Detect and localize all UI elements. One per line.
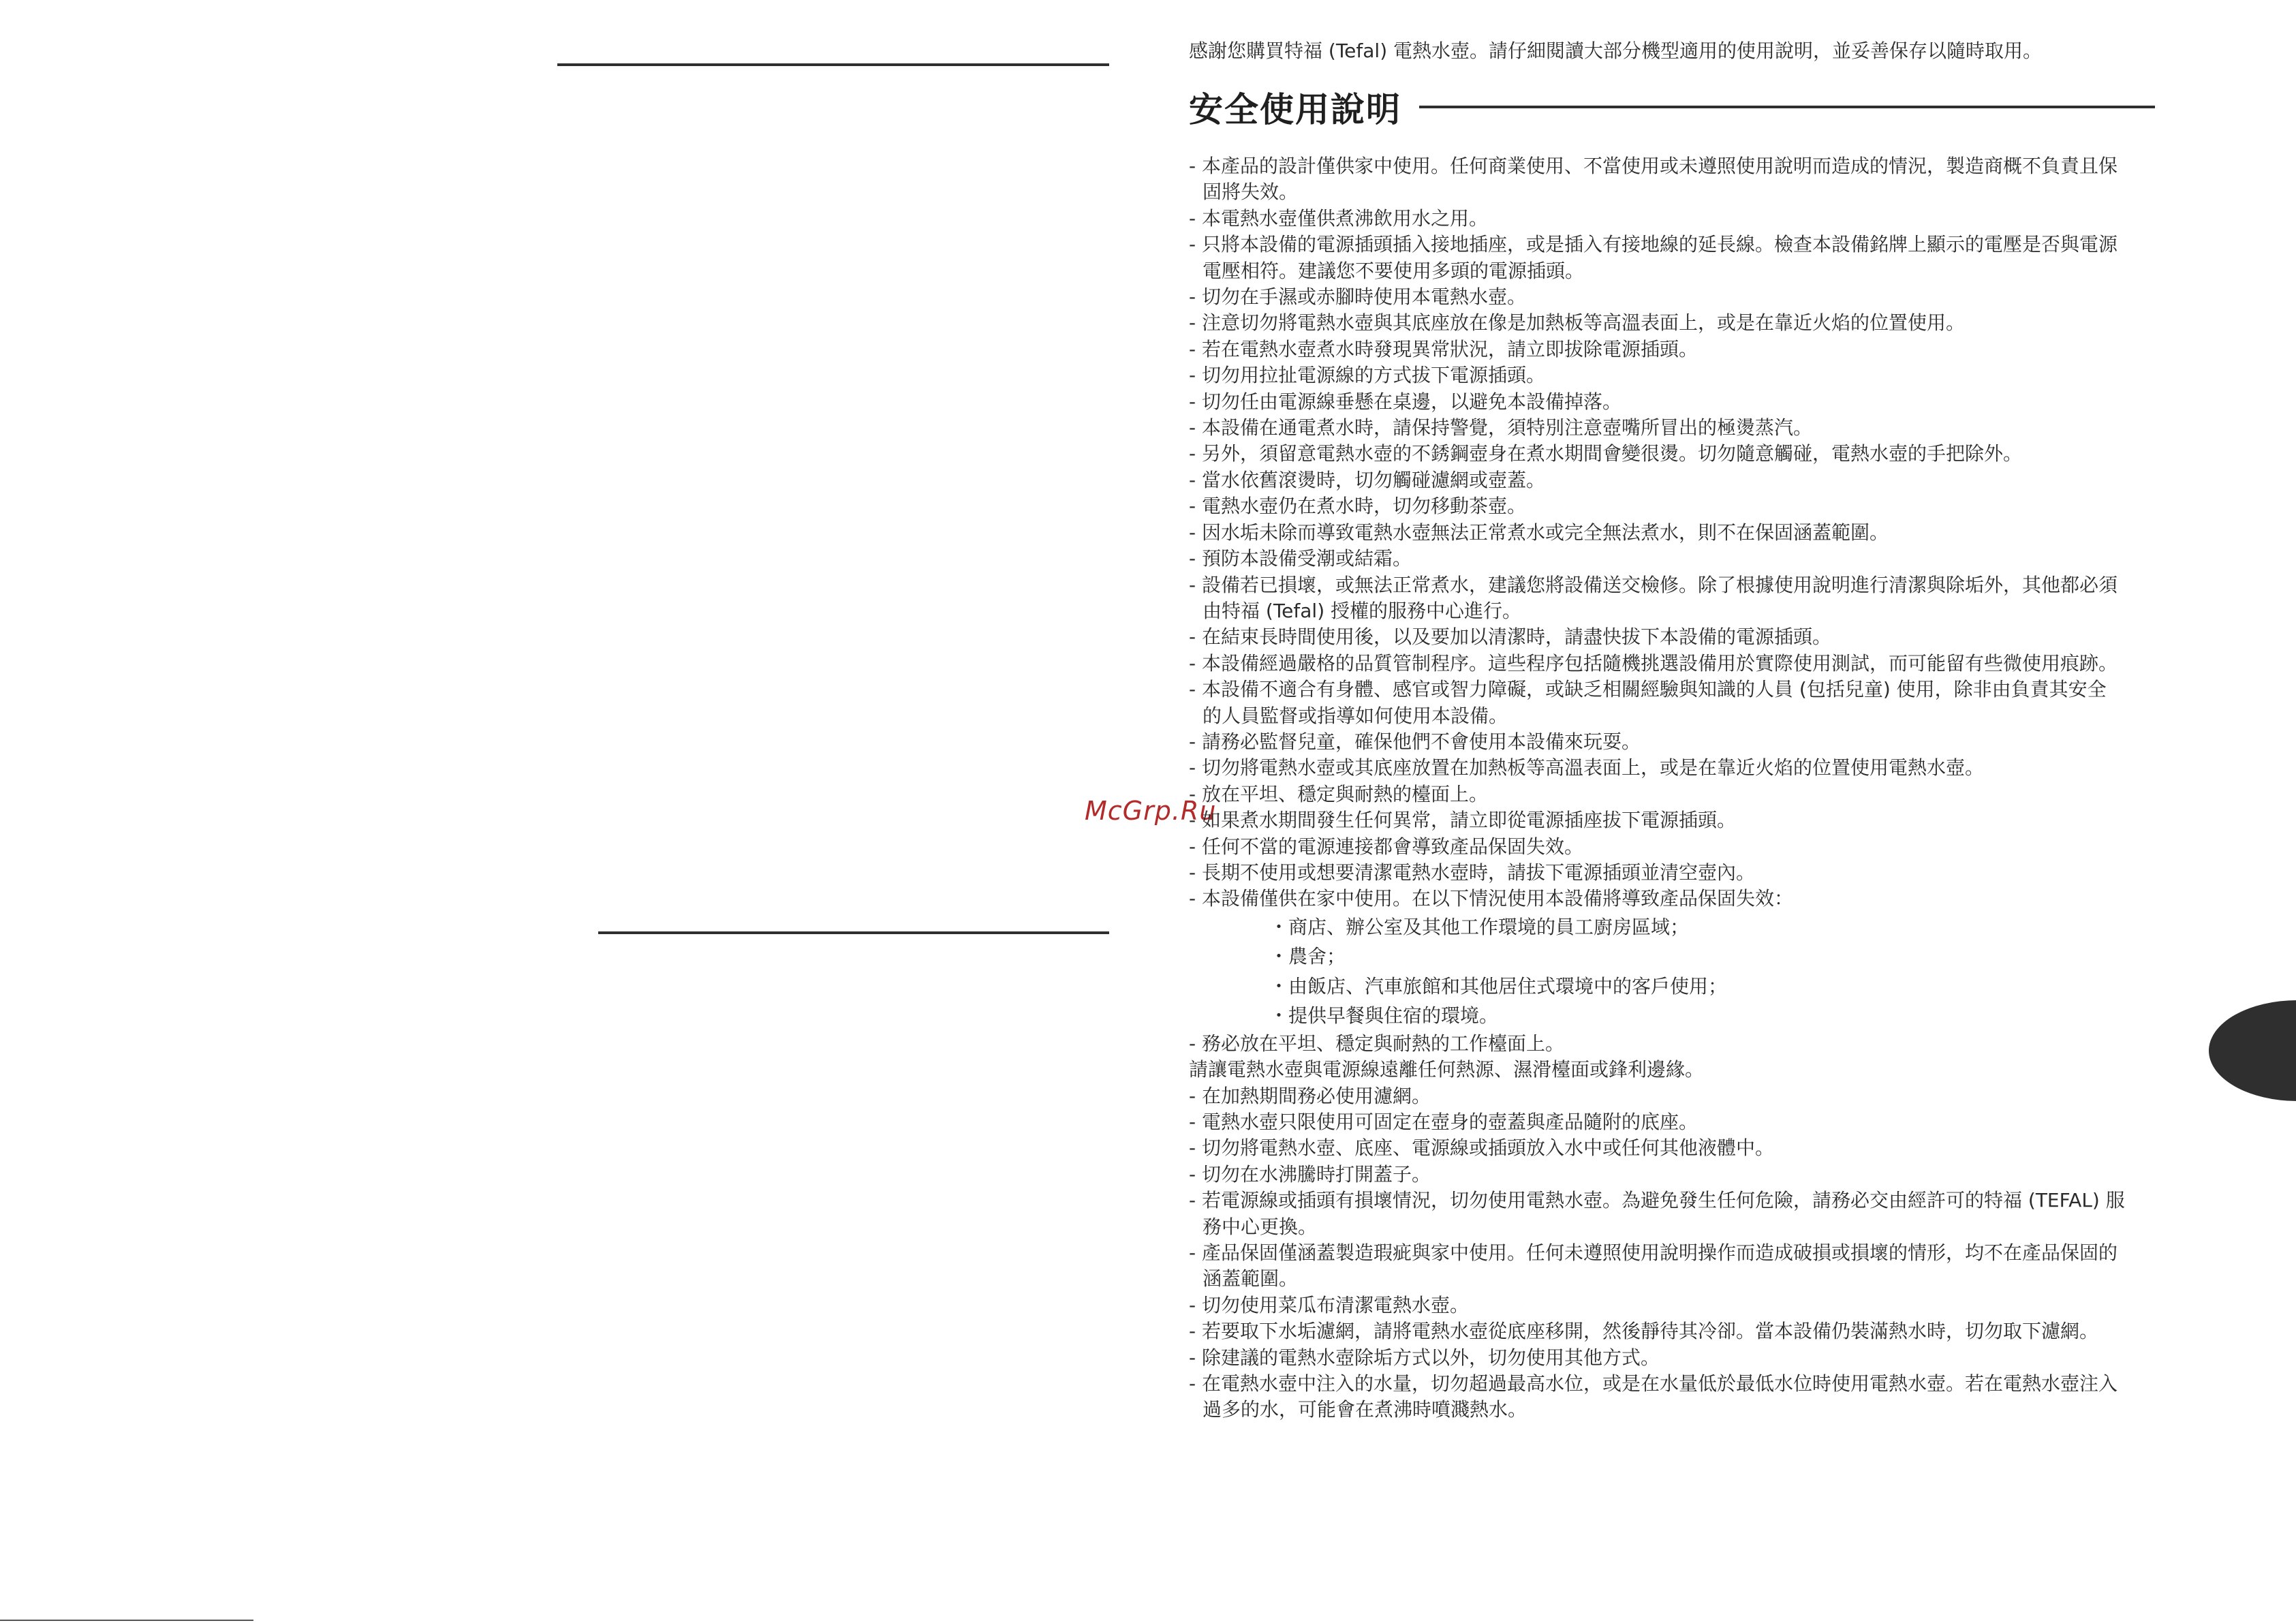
list-item: - 切勿在水沸騰時打開蓋子。 xyxy=(1189,1162,1431,1186)
list-item: - 除建議的電熱水壺除垢方式以外，切勿使用其他方式。 xyxy=(1189,1346,1660,1369)
list-item: - 切勿將電熱水壺、底座、電源線或插頭放入水中或任何其他液體中。 xyxy=(1189,1137,1775,1160)
list-item: - 本設備僅供在家中使用。在以下情況使用本設備將導致產品保固失效： xyxy=(1189,887,1794,910)
list-item: - 電熱水壺仍在煮水時，切勿移動茶壺。 xyxy=(1189,495,1527,518)
list-item: - 因水垢未除而導致電熱水壺無法正常煮水或完全無法煮水，則不在保固涵蓋範圍。 xyxy=(1189,521,1889,544)
list-item: - 產品保固僅涵蓋製造瑕疵與家中使用。任何未遵照使用說明操作而造成破損或損壞的情形，均不在產品保固的 涵蓋範圍。 xyxy=(1189,1241,2118,1290)
list-item: - 本產品的設計僅供家中使用。任何商業使用、不當使用或未遵照使用說明而造成的情況，製造商概不負責且保 固將失效。 xyxy=(1189,155,2118,204)
footer-rule xyxy=(0,1620,253,1621)
left-page-top-rule xyxy=(557,63,1109,66)
list-item: - 切勿用拉扯電源線的方式拔下電源插頭。 xyxy=(1189,364,1546,387)
list-item: - 如果煮水期間發生任何異常，請立即從電源插座拔下電源插頭。 xyxy=(1189,809,1737,832)
list-item: - 本設備在通電煮水時，請保持警覺，須特別注意壺嘴所冒出的極燙蒸汽。 xyxy=(1189,416,1813,439)
list-item: - 本設備不適合有身體、感官或智力障礙，或缺乏相關經驗與知識的人員 (包括兒童) 使用，除非由負責其安全 的人員監督或指導如何使用本設備。 xyxy=(1189,678,2107,727)
sub-list-item: ・農舍； xyxy=(1269,945,1346,968)
list-item: - 放在平坦、穩定與耐熱的檯面上。 xyxy=(1189,782,1489,805)
sub-list-item: ・提供早餐與住宿的環境。 xyxy=(1269,1004,1499,1027)
sub-list-item: ・商店、辦公室及其他工作環境的員工廚房區域； xyxy=(1269,915,1690,938)
watermark: McGrp.Ru xyxy=(1085,796,1217,826)
list-item: 請讓電熱水壺與電源線遠離任何熱源、濕滑檯面或鋒利邊緣。 xyxy=(1189,1058,1705,1081)
list-item: - 務必放在平坦、穩定與耐熱的工作檯面上。 xyxy=(1189,1032,1565,1055)
instruction-list xyxy=(1189,153,2252,1423)
intro-text: 感謝您購買特福 (Tefal) 電熱水壺。請仔細閱讀大部分機型適用的使用說明，並妥善保存以隨時取用。 xyxy=(1189,40,2043,62)
list-item: - 本電熱水壺僅供煮沸飲用水之用。 xyxy=(1189,206,1489,230)
list-item: - 電熱水壺只限使用可固定在壺身的壺蓋與產品隨附的底座。 xyxy=(1189,1111,1698,1133)
list-item: - 切勿將電熱水壺或其底座放置在加熱板等高溫表面上，或是在靠近火焰的位置使用電熱水壺。 xyxy=(1189,756,1985,779)
list-item: - 注意切勿將電熱水壺與其底座放在像是加熱板等高溫表面上，或是在靠近火焰的位置使用。 xyxy=(1189,311,1966,335)
heading-rule xyxy=(1419,106,2155,108)
list-item: - 只將本設備的電源插頭插入接地插座，或是插入有接地線的延長線。檢查本設備銘牌上顯示的電壓是否與電源 電壓相符。建議您不要使用多頭的電源插頭。 xyxy=(1189,233,2118,282)
sub-list-item: ・由飯店、汽車旅館和其他居住式環境中的客戶使用； xyxy=(1269,974,1728,998)
safety-instructions-section xyxy=(1189,37,2252,1423)
list-item: - 在結束長時間使用後，以及要加以清潔時，請盡快拔下本設備的電源插頭。 xyxy=(1189,625,1832,649)
list-item: - 若在電熱水壺煮水時發現異常狀況，請立即拔除電源插頭。 xyxy=(1189,337,1698,360)
list-item: - 若要取下水垢濾網，請將電熱水壺從底座移開，然後靜待其冷卻。當本設備仍裝滿熱水時，切勿取下濾網。 xyxy=(1189,1320,2099,1343)
list-item: - 請務必監督兒童，確保他們不會使用本設備來玩耍。 xyxy=(1189,730,1641,753)
list-item: - 任何不當的電源連接都會導致產品保固失效。 xyxy=(1189,835,1584,858)
list-item: - 當水依舊滾燙時，切勿觸碰濾網或壺蓋。 xyxy=(1189,468,1546,491)
list-item: - 切勿在手濕或赤腳時使用本電熱水壺。 xyxy=(1189,285,1527,309)
heading-row xyxy=(1189,80,2252,134)
list-item: - 在加熱期間務必使用濾網。 xyxy=(1189,1084,1431,1107)
list-item: - 設備若已損壞，或無法正常煮水，建議您將設備送交檢修。除了根據使用說明進行清潔與除垢外，其他都必須 由特福 (Tefal) 授權的服務中心進行。 xyxy=(1189,573,2118,622)
list-item: - 長期不使用或想要清潔電熱水壺時，請拔下電源插頭並清空壺內。 xyxy=(1189,861,1756,884)
left-page-middle-rule xyxy=(598,931,1109,934)
list-item: - 切勿使用菜瓜布清潔電熱水壺。 xyxy=(1189,1293,1470,1316)
list-item: - 切勿任由電源線垂懸在桌邊，以避免本設備掉落。 xyxy=(1189,390,1622,413)
list-item: - 預防本設備受潮或結霜。 xyxy=(1189,547,1412,570)
list-item: - 本設備經過嚴格的品質管制程序。這些程序包括隨機挑選設備用於實際使用測試，而可能留有些微使用痕跡。 xyxy=(1189,651,2118,675)
page-title: 安全使用說明 xyxy=(1189,90,1401,129)
list-item: - 若電源線或插頭有損壞情況，切勿使用電熱水壺。為避免發生任何危險，請務必交由經許可的特福 (TEFAL) 服 務中心更換。 xyxy=(1189,1189,2125,1238)
list-item: - 另外，須留意電熱水壺的不銹鋼壺身在煮水期間會變很燙。切勿隨意觸碰，電熱水壺的手把除外。 xyxy=(1189,442,2023,465)
list-item: - 在電熱水壺中注入的水量，切勿超過最高水位，或是在水量低於最低水位時使用電熱水壺。若在電熱水壺注入 過多的水，可能會在煮沸時噴濺熱水。 xyxy=(1189,1372,2118,1421)
